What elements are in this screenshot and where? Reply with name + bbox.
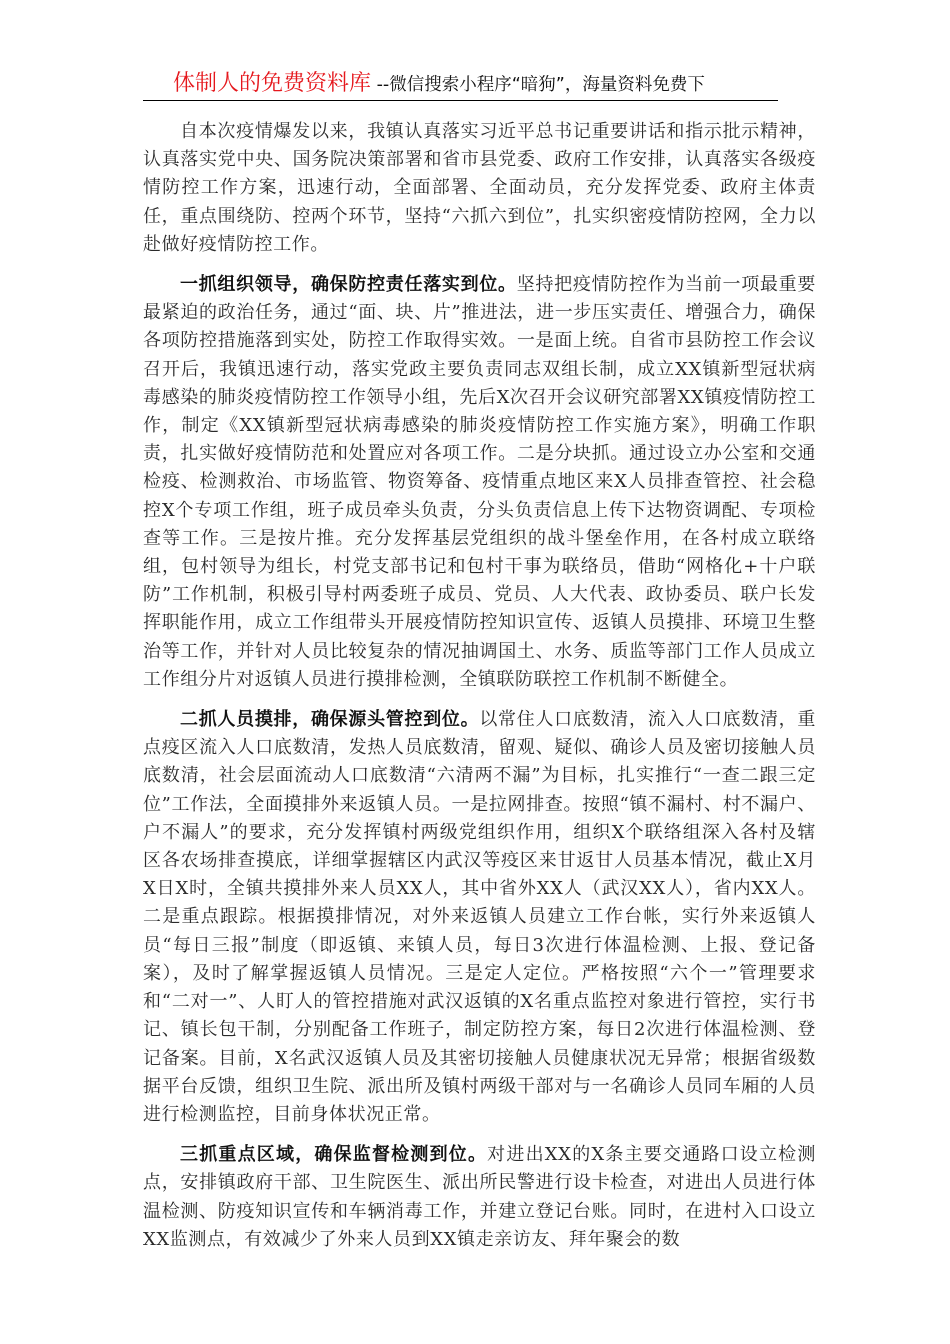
page-header [143,70,778,101]
paragraph-heading: 三抓重点区域，确保监督检测到位。 [180,1144,488,1166]
header-tagline: --微信搜索小程序“暗狗”，海量资料免费下 [371,75,705,95]
paragraph-text: 对进出XX的X条主要交通路口设立检测点，安排镇政府干部、卫生院医生、派出所民警进行设卡检查，对进出人员进行体温检测、防疫知识宣传和车辆消毒工作，并建立登记台账。同时，在进村入口设立XX监测点，有效减少了外来人员到XX镇走亲访友、拜年聚会的数 [143,1144,816,1250]
paragraph-heading: 二抓人员摸排，确保源头管控到位。 [180,709,480,731]
document-body [143,118,816,1266]
paragraph-key-areas [143,1141,816,1254]
paragraph-intro [143,118,816,259]
paragraph-organization-leadership [143,271,816,694]
header-brand: 体制人的免费资料库 [173,71,372,96]
paragraph-text: 坚持把疫情防控作为当前一项最重要最紧迫的政治任务，通过“面、块、片”推进法，进一步压实责任、增强合力，确保各项防控措施落到实处，防控工作取得实效。一是面上统。自省市县防控工作会议召开后，我镇迅速行动，落实党政主要负责同志双组长制，成立XX镇新型冠状病毒感染的肺炎疫情防控工作领导小组，先后X次召开会议研究部署XX镇疫情防控工作，制定《XX镇新型冠状病毒感染的肺炎疫情防控工作实施方案》，明确工作职责，扎实做好疫情防范和处置应对各项工作。二是分块抓。通过设立办公室和交通检疫、检测救治、市场监管、物资筹备、疫情重点地区来X人员排查管控、社会稳控X个专项工作组，班子成员牵头负责，分头负责信息上传下达物资调配、专项检查等工作。三是按片推。充分发挥基层党组织的战斗堡垒作用，在各村成立联络组，包村领导为组长，村党支部书记和包村干事为联络员，借助“网格化+十户联防”工作机制，积极引导村两委班子成员、党员、人大代表、政协委员、联户长发挥职能作用，成立工作组带头开展疫情防控知识宣传、返镇人员摸排、环境卫生整治等工作，并针对人员比较复杂的情况抽调国土、水务、质监等部门工作人员成立工作组分片对返镇人员进行摸排检测，全镇联防联控工作机制不断健全。 [143,274,816,690]
paragraph-heading: 一抓组织领导，确保防控责任落实到位。 [180,274,517,296]
paragraph-text: 以常住人口底数清，流入人口底数清，重点疫区流入人口底数清，发热人员底数清，留观、疑似、确诊人员及密切接触人员底数清，社会层面流动人口底数清“六清两不漏”为目标，扎实推行“一查二跟三定位”工作法，全面摸排外来返镇人员。一是拉网排查。按照“镇不漏村、村不漏户、户不漏人”的要求，充分发挥镇村两级党组织作用，组织X个联络组深入各村及辖区各农场排查摸底，详细掌握辖区内武汉等疫区来甘返甘人员基本情况，截止X月X日X时，全镇共摸排外来人员XX人，其中省外XX人（武汉XX人），省内XX人。二是重点跟踪。根据摸排情况，对外来返镇人员建立工作台帐，实行外来返镇人员“每日三报”制度（即返镇、来镇人员，每日3次进行体温检测、上报、登记备案），及时了解掌握返镇人员情况。三是定人定位。严格按照“六个一”管理要求和“二对一”、人盯人的管控措施对武汉返镇的X名重点监控对象进行管控，实行书记、镇长包干制，分别配备工作班子，制定防控方案，每日2次进行体温检测、登记备案。目前，X名武汉返镇人员及其密切接触人员健康状况无异常；根据省级数据平台反馈，组织卫生院、派出所及镇村两级干部对与一名确诊人员同车厢的人员进行检测监控，目前身体状况正常。 [143,709,816,1125]
paragraph-text: 自本次疫情爆发以来，我镇认真落实习近平总书记重要讲话和指示批示精神，认真落实党中央、国务院决策部署和省市县党委、政府工作安排，认真落实各级疫情防控工作方案，迅速行动，全面部署、全面动员，充分发挥党委、政府主体责任，重点围绕防、控两个环节，坚持“六抓六到位”，扎实织密疫情防控网，全力以赴做好疫情防控工作。 [143,121,816,255]
paragraph-personnel-screening [143,706,816,1129]
